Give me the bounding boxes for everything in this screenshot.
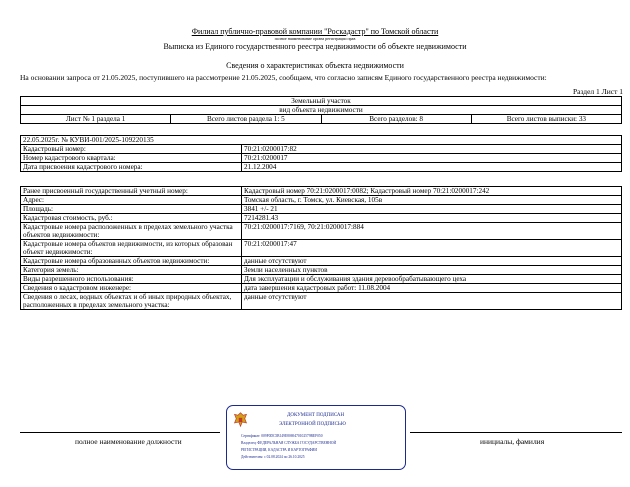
table-row — [21, 257, 622, 266]
electronic-signature-stamp — [226, 405, 406, 470]
table-row — [21, 187, 622, 196]
row-value: дата завершения кадастровых работ: 11.08.2004 — [242, 284, 622, 293]
row-value: Земли населенных пунктов — [242, 266, 622, 275]
table-row — [21, 154, 622, 163]
object-header-table — [20, 96, 622, 124]
name-caption: инициалы, фамилия — [480, 437, 545, 446]
row-label: Ранее присвоенный государственный учетный номер: — [21, 187, 242, 196]
name-signature-line — [410, 432, 622, 433]
row-label: Адрес: — [21, 196, 242, 205]
table-row — [21, 196, 622, 205]
stamp-owner-cont: РЕГИСТРАЦИИ, КАДАСТРА И КАРТОГРАФИИ — [241, 448, 317, 452]
organization-caption: полное наименование органа регистрации прав — [274, 36, 356, 41]
row-label: Кадастровые номера объектов недвижимости, из которых образован объект недвижимости: — [21, 240, 242, 257]
stamp-certificate: Сертификат: 009F0DC5B149E8069470102579BEF050 — [241, 434, 323, 438]
reference-number: 22.05.2025г. № КУВИ-001/2025-109220135 — [21, 136, 622, 145]
row-value: 70:21:0200017 — [242, 154, 622, 163]
object-type-caption: вид объекта недвижимости — [21, 106, 622, 115]
row-value: 3841 +/- 21 — [242, 205, 622, 214]
row-label: Номер кадастрового квартала: — [21, 154, 242, 163]
row-label: Категория земель: — [21, 266, 242, 275]
ident-table — [20, 135, 622, 172]
row-label: Кадастровые номера расположенных в пределах земельного участка объектов недвижимости: — [21, 223, 242, 240]
section-title: Сведения о характеристиках объекта недвижимости — [226, 61, 404, 70]
row-label: Дата присвоения кадастрового номера: — [21, 163, 242, 172]
row-value: данные отсутствуют — [242, 293, 622, 310]
row-value: Для эксплуатации и обслуживания здания деревообрабатывающего цеха — [242, 275, 622, 284]
table-row — [21, 275, 622, 284]
row-value: Томская область, г. Томск, ул. Киевская, 105в — [242, 196, 622, 205]
details-table — [20, 186, 622, 310]
total-sheets-section: Всего листов раздела 1: 5 — [171, 115, 321, 124]
row-value: 70:21:0200017:47 — [242, 240, 622, 257]
position-caption: полное наименование должности — [75, 437, 182, 446]
object-type: Земельный участок — [21, 97, 622, 106]
stamp-title: ДОКУМЕНТ ПОДПИСАН — [287, 413, 345, 418]
total-sheets: Всего листов выписки: 33 — [471, 115, 621, 124]
table-row — [21, 240, 622, 257]
row-value: 21.12.2004 — [242, 163, 622, 172]
row-label: Сведения о кадастровом инженере: — [21, 284, 242, 293]
organization-name: Филиал публично-правовой компании "Роскадастр" по Томской области — [191, 27, 439, 36]
stamp-subtitle: ЭЛЕКТРОННОЙ ПОДПИСЬЮ — [279, 422, 346, 427]
row-label: Площадь: — [21, 205, 242, 214]
total-sections: Всего разделов: 8 — [321, 115, 471, 124]
row-value: 70:21:0200017:82 — [242, 145, 622, 154]
document-title: Выписка из Единого государственного реестра недвижимости об объекте недвижимости — [163, 42, 467, 51]
table-row — [21, 266, 622, 275]
row-value: 70:21:0200017:7169, 70:21:0200017:884 — [242, 223, 622, 240]
table-row — [21, 284, 622, 293]
position-signature-line — [20, 432, 220, 433]
row-value: данные отсутствуют — [242, 257, 622, 266]
table-row — [21, 163, 622, 172]
stamp-owner: Владелец: ФЕДЕРАЛЬНАЯ СЛУЖБА ГОСУДАРСТВЕННОЙ — [241, 441, 337, 445]
row-value: 7214281.43 — [242, 214, 622, 223]
stamp-validity: Действителен: с 02.08.2024 по 26.10.2025 — [241, 455, 305, 459]
row-label: Виды разрешенного использования: — [21, 275, 242, 284]
row-label: Кадастровые номера образованных объектов недвижимости: — [21, 257, 242, 266]
page-label: Раздел 1 Лист 1 — [572, 87, 623, 96]
table-row — [21, 293, 622, 310]
coat-of-arms-icon — [232, 411, 249, 428]
table-row — [21, 214, 622, 223]
table-row — [21, 205, 622, 214]
row-label: Кадастровая стоимость, руб.: — [21, 214, 242, 223]
sheet-number: Лист № 1 раздела 1 — [21, 115, 171, 124]
row-value: Кадастровый номер 70:21:0200017:0082; Кадастровый номер 70:21:0200017:242 — [242, 187, 622, 196]
row-label: Кадастровый номер: — [21, 145, 242, 154]
row-label: Сведения о лесах, водных объектах и об иных природных объектах, расположенных в пределах земельного участка: — [21, 293, 242, 310]
basis-statement: На основании запроса от 21.05.2025, поступившего на рассмотрение 21.05.2025, сообщаем, что согласно записям Единого государственного реестра недвижимости: — [20, 73, 547, 82]
table-row — [21, 145, 622, 154]
table-row — [21, 223, 622, 240]
